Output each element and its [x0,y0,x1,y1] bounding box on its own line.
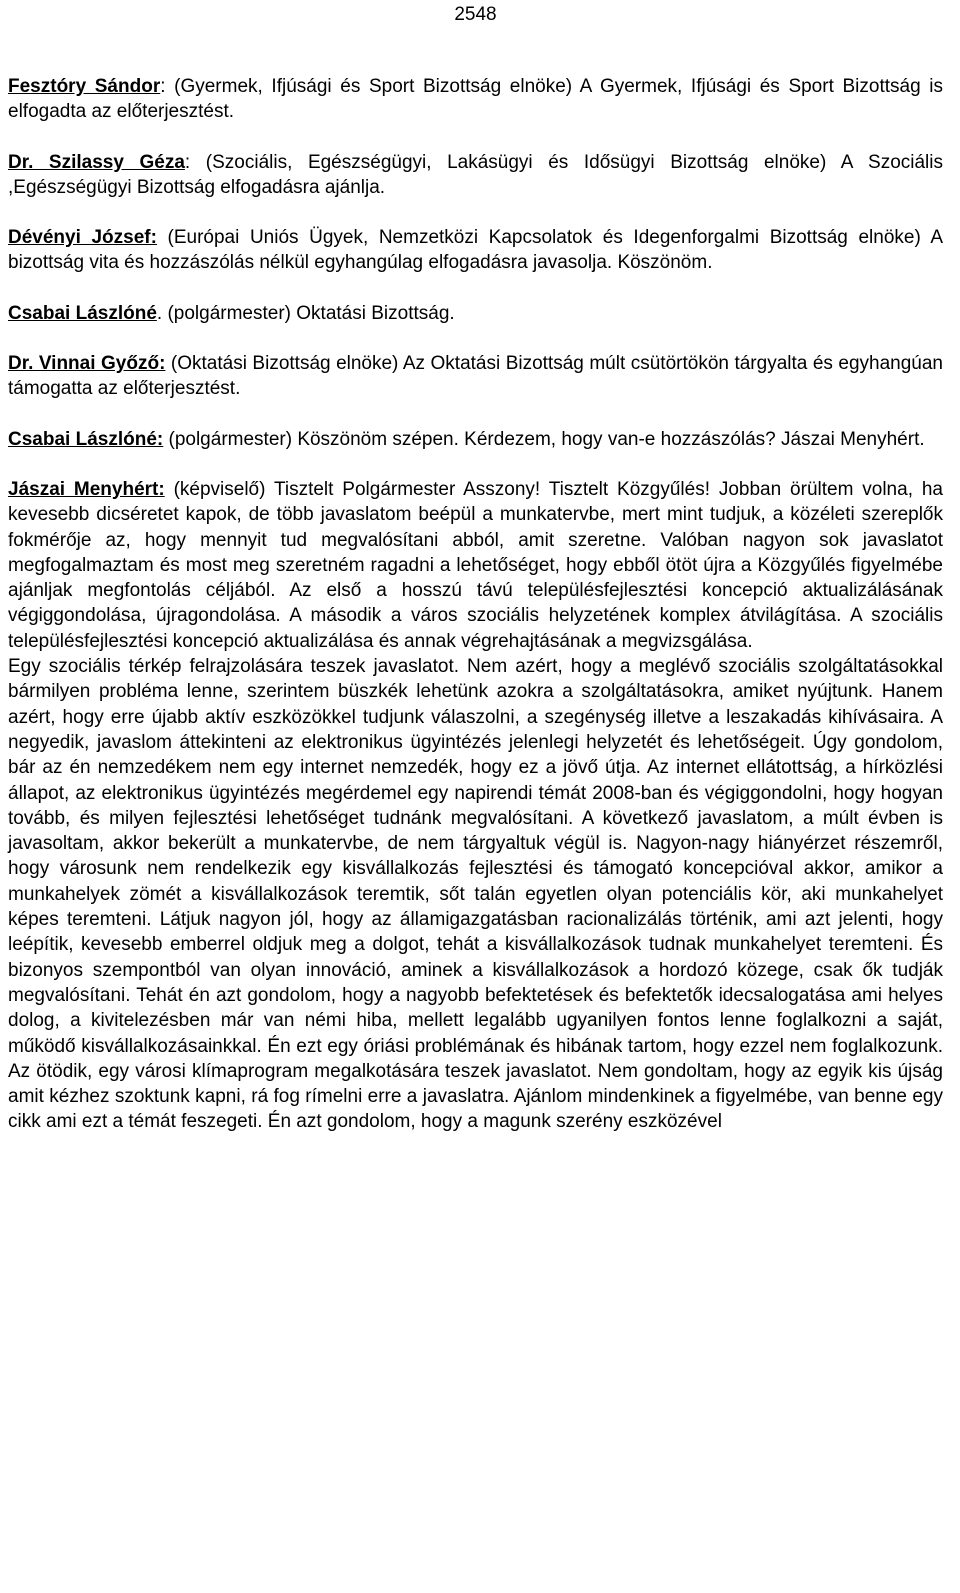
speaker-name: Dr. Vinnai Győző: [8,353,166,375]
speaker-name: Dr. Szilassy Géza [8,151,185,173]
paragraph-text: (Európai Uniós Ügyek, Nemzetközi Kapcsolatok és Idegenforgalmi Bizottság elnöke) A bizottság vita és hozzászólás nélkül egyhangúlag elfogadásra javasolja. Köszönöm. [8,227,943,274]
paragraph-szilassy [8,150,943,201]
paragraph-text: (polgármester) Köszönöm szépen. Kérdezem, hogy van-e hozzászólás? Jászai Menyhért. [163,428,925,450]
paragraph-text: . (polgármester) Oktatási Bizottság. [156,302,455,324]
speaker-name: Fesztóry Sándor [8,76,161,97]
paragraph-csabai-2 [8,427,943,452]
paragraph-csabai-1 [8,301,943,326]
paragraph-vinnai [8,351,943,402]
speaker-name: Jászai Menyhért: [8,478,165,500]
paragraph-text: (képviselő) Tisztelt Polgármester Asszony! Tisztelt Közgyűlés! Jobban örültem volna, ha kevesebb dicséretet kapok, de több javaslatom beépül a munkatervbe, mert mint tudjuk, a közéleti szereplők fokmérője az, hogy mennyit tud megvalósítani abból, amit szeretne. Valóban nagyon sok javaslatot megfogalmaztam és most meg szeretném ragadni a lehetőséget, hogy ebből ötöt újra a Közgyűlés figyelmébe ajánljak megfontolás céljából. Az első a hosszú távú településfejlesztési koncepció aktualizálásának végiggondolása, újragondolása. A második a város szociális helyzetének komplex átvilágítása. A szociális településfejlesztési koncepció aktualizálása és annak végrehajtásának a megvizsgálása. [8,478,943,652]
paragraph-jaszai [8,477,943,654]
page-number: 2548 [454,4,497,25]
paragraph-text: (Oktatási Bizottság elnöke) Az Oktatási Bizottság múlt csütörtökön tárgyalta és egyhangúan támogatta az előterjesztést. [8,353,943,400]
paragraph-devenyi [8,225,943,276]
speaker-name: Csabai Lászlóné: [8,428,164,450]
paragraph-feszto [8,74,943,125]
paragraph-text: : (Szociális, Egészségügyi, Lakásügyi és Idősügyi Bizottság elnöke) A Szociális ,Egészségügyi Bizottság elfogadásra ajánlja. [8,151,943,198]
paragraph-text: : (Gyermek, Ifjúsági és Sport Bizottság elnöke) A Gyermek, Ifjúsági és Sport Bizottság is elfogadta az előterjesztést. [8,76,943,123]
speaker-name: Dévényi József: [8,227,157,249]
speaker-name: Csabai Lászlóné [8,302,157,324]
paragraph-jaszai-continued [8,654,943,1135]
paragraph-text: Egy szociális térkép felrajzolására teszek javaslatot. Nem azért, hogy a meglévő szociális szolgáltatásokkal bármilyen probléma lenne, szerintem büszkék lehetünk azokra a szolgáltatásokra, amiket nyújtunk. Hanem azért, hogy erre újabb aktív eszközökkel tudjunk válaszolni, a szegénység illetve a leszakadás kihívásaira. A negyedik, javaslom áttekinteni az elektronikus ügyintézés jelenlegi helyzetét és lehetőségeit. Úgy gondolom, bár az én nemzedékem nem egy internet nemzedék, hogy ez a jövő útja. Az internet ellátottság, a hírközlési állapot, az elektronikus ügyintézés megérdemel egy napirendi témát 2008-ban és végiggondolni, hogy hogyan tovább, és milyen fejlesztési lehetőséget tudnánk megvalósítani. A következő javaslatom, a múlt évben is javasoltam, akkor bekerült a munkatervbe, de nem tárgyaltuk végül is. Nagyon-nagy hiányérzet részemről, hogy városunk nem rendelkezik egy kisvállalkozás fejlesztési és támogató koncepcióval akkor, amikor a munkahelyek zömét a kisvállalkozások teremtik, sőt talán egyetlen olyan potenciális kör, aki munkahelyet képes teremteni. Látjuk nagyon jól, hogy az államigazgatásban racionalizálás történik, ami azt jelenti, hogy leépítik, kevesebb emberrel oldjuk meg a dolgot, tehát a kisvállalkozások tudnak munkahelyet teremteni. És bizonyos szempontból van olyan innováció, aminek a kisvállalkozások a hordozó közege, csak ők tudják megvalósítani. Tehát én azt gondolom, hogy a nagyobb befektetések és befektetők idecsalogatása ami helyes dolog, a kivitelezésben már van némi hiba, mellett legalább ugyanilyen fontos lenne foglalkozni a saját, működő kisvállalkozásainkkal. Én ezt egy óriási problémának és hibának tartom, hogy ezzel nem foglalkozunk. Az ötödik, egy városi klímaprogram megalkotására teszek javaslatot. Nem gondoltam, hogy az egyik kis újság amit kézhez szoktunk kapni, rá fog rímelni erre a javaslatra. Ajánlom mindenkinek a figyelmébe, van benne egy cikk ami ezt a témát feszegeti. Én azt gondolom, hogy a magunk szerény eszközével [8,656,943,1133]
